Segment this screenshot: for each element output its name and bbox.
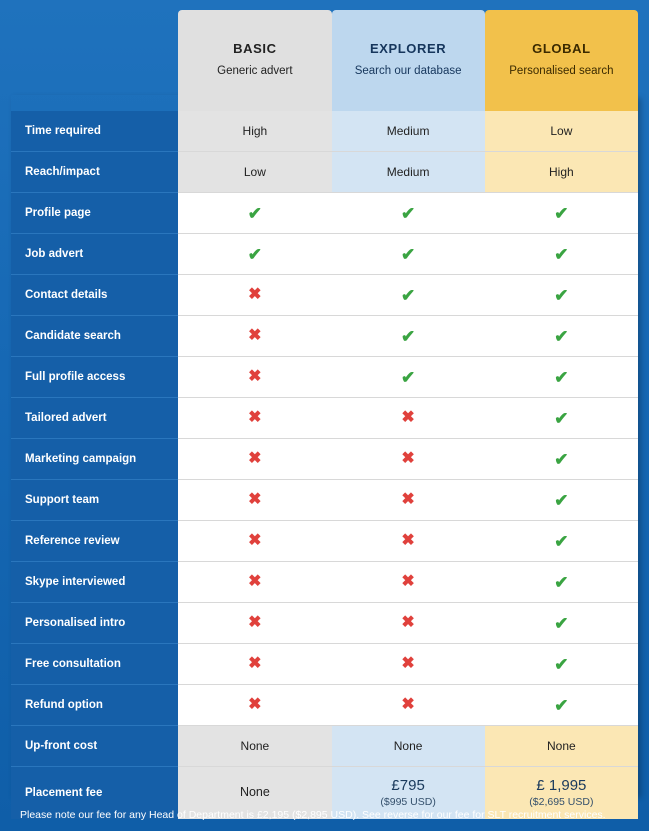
cell-global: High — [485, 152, 638, 193]
cell-explorer — [332, 193, 485, 234]
cell-explorer — [332, 234, 485, 275]
cross-icon: ✖ — [401, 409, 415, 426]
cell-global — [485, 644, 638, 685]
cell-basic — [178, 275, 331, 316]
table-row — [11, 152, 638, 193]
cross-icon: ✖ — [248, 286, 262, 303]
plan-subtitle-global: Personalised search — [509, 64, 614, 77]
row-label: Marketing campaign — [11, 439, 178, 480]
cell-explorer: Medium — [332, 152, 485, 193]
cell-global: Low — [485, 111, 638, 152]
cross-icon: ✖ — [248, 491, 262, 508]
check-icon: ✔ — [554, 326, 569, 346]
table-row — [11, 275, 638, 316]
cell-global — [485, 275, 638, 316]
price-amount-usd: ($2,695 USD) — [529, 795, 594, 808]
check-icon: ✔ — [554, 244, 569, 264]
price-amount-usd: ($995 USD) — [380, 795, 436, 808]
plan-header-row — [11, 10, 638, 111]
cell-global — [485, 480, 638, 521]
cell-basic — [178, 316, 331, 357]
cross-icon: ✖ — [248, 532, 262, 549]
cell-explorer — [332, 275, 485, 316]
cell-explorer — [332, 439, 485, 480]
cell-global — [485, 234, 638, 275]
check-icon: ✔ — [554, 408, 569, 428]
pricing-table-container — [11, 10, 638, 819]
header-empty-corner — [11, 10, 178, 111]
price-amount: £795 — [391, 777, 425, 795]
table-row — [11, 234, 638, 275]
table-row — [11, 685, 638, 726]
cell-basic — [178, 439, 331, 480]
cell-basic: None — [178, 726, 331, 767]
footnote: Please note our fee for any Head of Department is £2,195 ($2,895 USD). See reverse for our fee for SLT recruitment services. — [20, 809, 606, 822]
cell-explorer — [332, 562, 485, 603]
plan-header-explorer — [332, 10, 485, 111]
table-row — [11, 398, 638, 439]
cell-global — [485, 398, 638, 439]
cross-icon: ✖ — [248, 409, 262, 426]
check-icon: ✔ — [554, 654, 569, 674]
cell-explorer — [332, 316, 485, 357]
pricing-table — [11, 10, 638, 819]
row-label: Up-front cost — [11, 726, 178, 767]
plan-name-explorer: EXPLORER — [369, 40, 447, 56]
cell-global — [485, 685, 638, 726]
table-row — [11, 726, 638, 767]
check-icon: ✔ — [554, 531, 569, 551]
cell-basic — [178, 562, 331, 603]
check-icon: ✔ — [400, 367, 416, 387]
cell-basic — [178, 234, 331, 275]
table-row — [11, 357, 638, 398]
table-row — [11, 644, 638, 685]
check-icon: ✔ — [554, 285, 569, 305]
check-icon: ✔ — [400, 285, 416, 305]
check-icon: ✔ — [247, 203, 262, 223]
check-icon: ✔ — [247, 244, 262, 264]
row-label: Candidate search — [11, 316, 178, 357]
check-icon: ✔ — [554, 695, 569, 715]
cross-icon: ✖ — [248, 368, 262, 385]
cell-basic — [178, 398, 331, 439]
cell-explorer — [332, 357, 485, 398]
cell-global — [485, 316, 638, 357]
row-label: Profile page — [11, 193, 178, 234]
cell-basic — [178, 480, 331, 521]
table-body — [11, 111, 638, 819]
plan-header-basic — [178, 10, 331, 111]
row-label: Free consultation — [11, 644, 178, 685]
check-icon: ✔ — [554, 613, 569, 633]
cell-global — [485, 521, 638, 562]
cell-explorer — [332, 398, 485, 439]
cell-global — [485, 562, 638, 603]
cross-icon: ✖ — [248, 327, 262, 344]
row-label: Job advert — [11, 234, 178, 275]
cell-global — [485, 357, 638, 398]
cell-explorer: None — [332, 726, 485, 767]
cell-global: None — [485, 726, 638, 767]
table-row — [11, 193, 638, 234]
check-icon: ✔ — [554, 367, 569, 387]
table-row — [11, 480, 638, 521]
cross-icon: ✖ — [401, 450, 415, 467]
price-amount: £ 1,995 — [536, 777, 587, 795]
cell-explorer — [332, 685, 485, 726]
cell-basic — [178, 685, 331, 726]
check-icon: ✔ — [554, 449, 569, 469]
row-label: Tailored advert — [11, 398, 178, 439]
cell-basic — [178, 357, 331, 398]
plan-name-global: GLOBAL — [532, 40, 591, 56]
row-label: Personalised intro — [11, 603, 178, 644]
cross-icon: ✖ — [248, 450, 262, 467]
table-row — [11, 562, 638, 603]
table-row — [11, 111, 638, 152]
row-label: Full profile access — [11, 357, 178, 398]
check-icon: ✔ — [400, 326, 416, 346]
plan-subtitle-basic: Generic advert — [217, 64, 293, 77]
cross-icon: ✖ — [248, 696, 262, 713]
row-label: Reference review — [11, 521, 178, 562]
cell-explorer — [332, 521, 485, 562]
cross-icon: ✖ — [248, 573, 262, 590]
cross-icon: ✖ — [248, 655, 262, 672]
cell-explorer — [332, 603, 485, 644]
plan-header-global — [485, 10, 638, 111]
check-icon: ✔ — [400, 203, 416, 223]
row-label: Contact details — [11, 275, 178, 316]
cross-icon: ✖ — [401, 655, 415, 672]
cell-global — [485, 603, 638, 644]
plan-subtitle-explorer: Search our database — [354, 64, 462, 77]
cell-basic: Low — [178, 152, 331, 193]
plan-name-basic: BASIC — [233, 40, 277, 56]
cross-icon: ✖ — [401, 696, 415, 713]
cell-explorer: Medium — [332, 111, 485, 152]
table-row — [11, 316, 638, 357]
table-row — [11, 521, 638, 562]
cross-icon: ✖ — [401, 491, 415, 508]
cell-global — [485, 193, 638, 234]
check-icon: ✔ — [554, 572, 569, 592]
check-icon: ✔ — [554, 490, 569, 510]
check-icon: ✔ — [554, 203, 569, 223]
row-label: Support team — [11, 480, 178, 521]
cell-basic — [178, 603, 331, 644]
cell-basic — [178, 521, 331, 562]
row-label: Skype interviewed — [11, 562, 178, 603]
cell-basic: High — [178, 111, 331, 152]
row-label: Time required — [11, 111, 178, 152]
cross-icon: ✖ — [401, 614, 415, 631]
table-header — [11, 10, 638, 111]
cell-explorer — [332, 644, 485, 685]
table-row — [11, 439, 638, 480]
check-icon: ✔ — [400, 244, 416, 264]
cell-basic — [178, 644, 331, 685]
cell-basic — [178, 193, 331, 234]
cell-explorer — [332, 480, 485, 521]
price-amount: None — [239, 785, 270, 800]
row-label: Placement fee — [11, 767, 178, 820]
row-label: Reach/impact — [11, 152, 178, 193]
table-row — [11, 603, 638, 644]
cross-icon: ✖ — [248, 614, 262, 631]
row-label: Refund option — [11, 685, 178, 726]
cell-global — [485, 439, 638, 480]
cross-icon: ✖ — [401, 573, 415, 590]
cross-icon: ✖ — [401, 532, 415, 549]
